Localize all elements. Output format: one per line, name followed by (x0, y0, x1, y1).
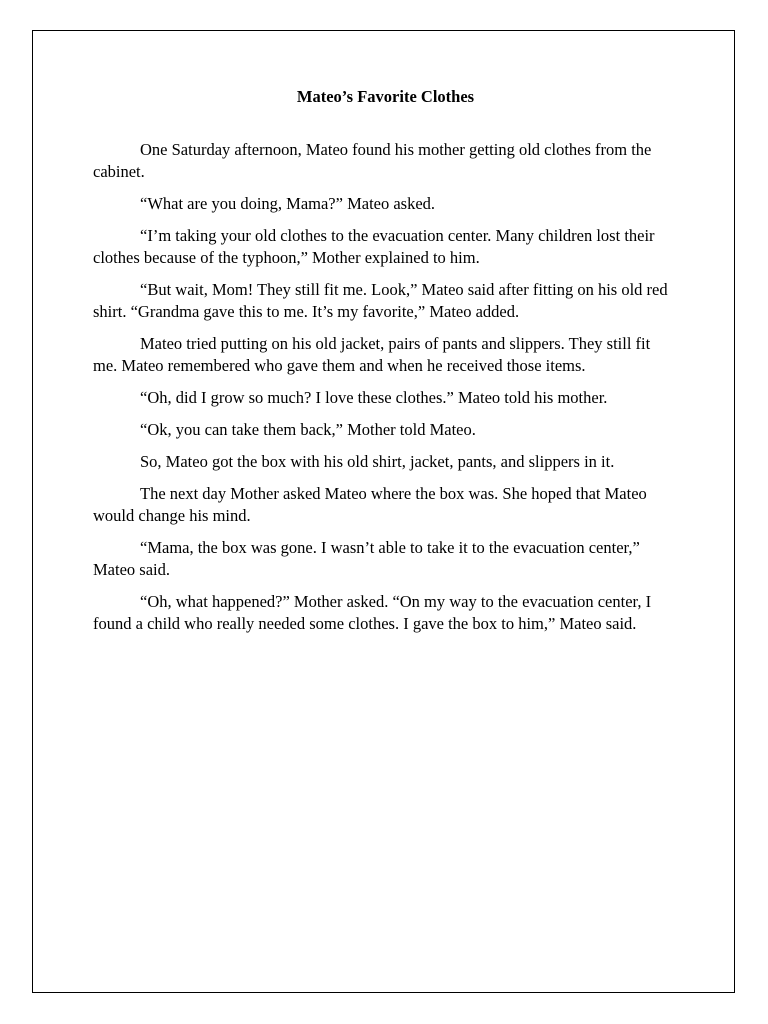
document-title: Mateo’s Favorite Clothes (296, 87, 475, 106)
paragraph: “Mama, the box was gone. I wasn’t able to take it to the evacuation center,” Mateo said. (93, 538, 640, 579)
paragraph: Mateo tried putting on his old jacket, pairs of pants and slippers. They still fit me. Mateo remembered who gave them and when he received those items. (93, 334, 651, 375)
document-body (93, 86, 678, 645)
paragraph: “Oh, did I grow so much? I love these clothes.” Mateo told his mother. (140, 388, 608, 407)
paragraph: The next day Mother asked Mateo where the box was. She hoped that Mateo would change his mind. (93, 484, 647, 525)
paragraph: One Saturday afternoon, Mateo found his mother getting old clothes from the cabinet. (93, 140, 652, 181)
paragraph: “What are you doing, Mama?” Mateo asked. (140, 194, 436, 213)
paragraph: “I’m taking your old clothes to the evacuation center. Many children lost their clothes because of the typhoon,” Mother explained to him. (93, 226, 655, 267)
paragraph: “Oh, what happened?” Mother asked. “On my way to the evacuation center, I found a child who really needed some clothes. I gave the box to him,” Mateo said. (93, 592, 652, 633)
paragraph: “Ok, you can take them back,” Mother told Mateo. (140, 420, 476, 439)
paragraph: “But wait, Mom! They still fit me. Look,” Mateo said after fitting on his old red shirt. “Grandma gave this to me. It’s my favorite,” Mateo added. (93, 280, 668, 321)
paragraph: So, Mateo got the box with his old shirt, jacket, pants, and slippers in it. (140, 452, 615, 471)
